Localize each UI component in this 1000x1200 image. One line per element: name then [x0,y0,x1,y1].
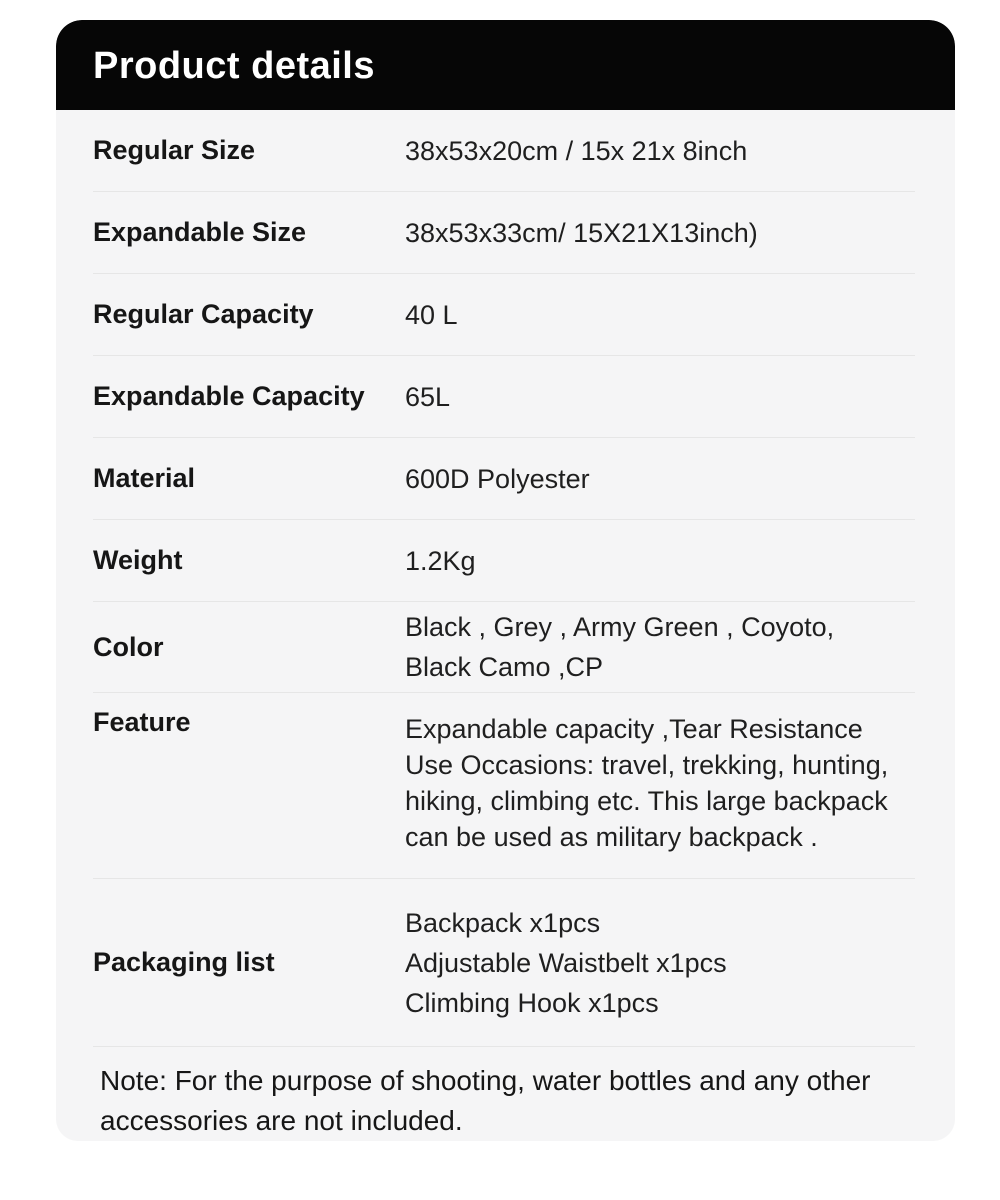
spec-value: 65L [405,381,451,412]
spec-label: Expandable Capacity [93,381,365,411]
note-text [56,1047,955,1141]
spec-row-feature [93,693,915,879]
spec-table [93,110,915,1047]
feature-line: hiking, climbing etc. This large backpack [405,786,888,816]
feature-line: can be used as military backpack . [405,822,818,852]
feature-line: Expandable capacity ,Tear Resistance [405,714,863,744]
note-line: accessories are not included. [100,1105,463,1136]
product-details-card [56,20,955,1141]
spec-row-regular-capacity [93,274,915,356]
spec-value: 40 L [405,299,458,330]
spec-label: Regular Size [93,135,256,165]
packaging-line: Backpack x1pcs [405,907,601,938]
feature-line: Use Occasions: travel, trekking, hunting, [405,750,889,780]
spec-row-weight [93,520,915,602]
spec-value [405,903,727,1023]
packaging-line: Climbing Hook x1pcs [405,987,659,1018]
spec-label: Material [93,463,196,493]
color-line: Black , Grey , Army Green , Coyoto, [405,612,835,642]
spec-label: Regular Capacity [93,299,314,329]
spec-row-regular-size [93,110,915,192]
spec-label: Packaging list [93,947,275,977]
spec-value [405,607,834,687]
spec-row-material [93,438,915,520]
spec-row-color [93,602,915,693]
color-line: Black Camo ,CP [405,652,604,682]
spec-value: 38x53x20cm / 15x 21x 8inch [405,135,748,166]
spec-label: Weight [93,545,183,575]
card-header [56,20,955,110]
spec-label: Feature [93,707,191,737]
spec-value: 38x53x33cm/ 15X21X13inch) [405,217,758,248]
spec-label: Expandable Size [93,217,307,247]
spec-value [405,693,888,855]
spec-label: Color [93,631,164,662]
card-title: Product details [93,45,375,87]
packaging-line: Adjustable Waistbelt x1pcs [405,947,727,978]
spec-row-expandable-size [93,192,915,274]
spec-row-expandable-capacity [93,356,915,438]
spec-row-packaging-list [93,879,915,1047]
spec-value: 600D Polyester [405,463,590,494]
note-line: Note: For the purpose of shooting, water bottles and any other [100,1065,871,1096]
spec-value: 1.2Kg [405,545,476,576]
